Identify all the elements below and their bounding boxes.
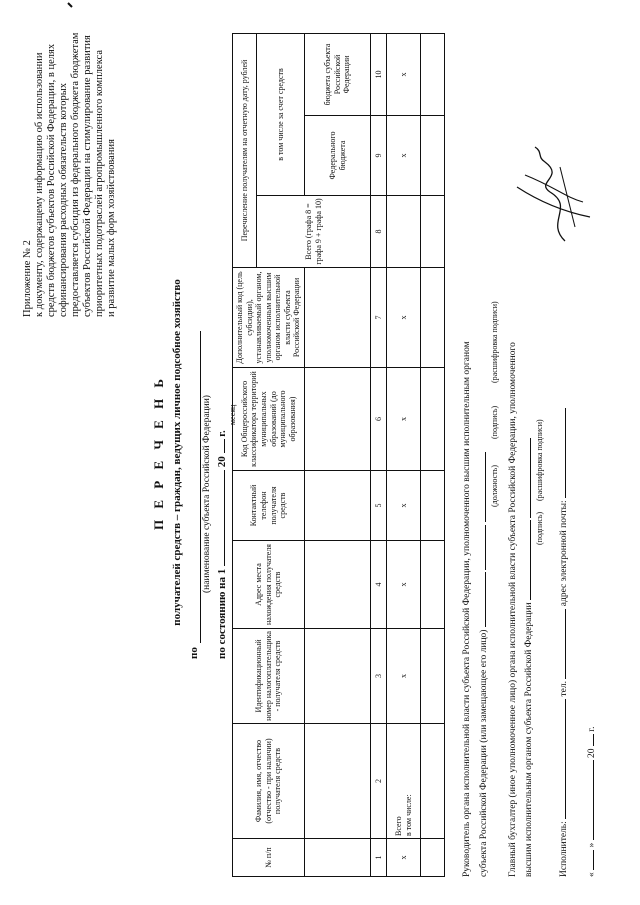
appendix-line: предоставляется субсидия из федерального бюджета бюджетам <box>70 32 82 317</box>
header-num-cont <box>305 839 371 877</box>
region-blank-line <box>200 331 201 643</box>
header-federal: Федерального бюджета <box>305 116 371 196</box>
as-of-year: 20 <box>216 456 228 468</box>
header-goal-code: Дополнительный код (цель субсидии), устанавливаемый органом, уполномоченным высшим органом исполнительной власти субъекта Российской Федерации <box>233 268 305 368</box>
appendix-line: приоритетных подотраслей агропромышленного комплекса <box>94 50 106 317</box>
date-year-suffix: г. <box>587 726 597 732</box>
table-cell <box>421 368 445 471</box>
as-of-label: по состоянию на 1 <box>216 568 228 659</box>
total-cell-inn: x <box>387 629 421 724</box>
executor-blank <box>556 699 566 819</box>
table-cell <box>421 268 445 368</box>
head-signature-line1: Руководитель органа исполнительной власти субъекта Российской Федерации, уполномоченного высшим исполнительным органом <box>462 341 472 877</box>
tel-blank <box>556 609 566 679</box>
email-blank <box>556 408 566 498</box>
col-number: 4 <box>371 541 387 629</box>
header-phone-cont <box>305 471 371 541</box>
header-name-cont <box>305 724 371 839</box>
position-hint: (должность) <box>490 465 499 507</box>
col-number: 2 <box>371 724 387 839</box>
handwritten-signature <box>505 142 600 247</box>
appendix-line: и развитие малых форм хозяйствования <box>106 139 118 317</box>
total-cell-total <box>387 196 421 268</box>
col-number: 1 <box>371 839 387 877</box>
col-number: 5 <box>371 471 387 541</box>
col-number: 9 <box>371 116 387 196</box>
table-cell <box>421 33 445 115</box>
executor-line <box>556 408 570 877</box>
total-row-mark: x <box>387 839 421 877</box>
table-cell <box>421 629 445 724</box>
appendix-line: к документу, содержащему информацию об использовании <box>34 52 46 317</box>
column-number-row <box>371 33 387 876</box>
total-cell-federal: x <box>387 116 421 196</box>
appendix-line: софинансирования расходных обязательств которых <box>58 82 70 317</box>
region-hint: (наименование субъекта Российской Федерации) <box>202 395 212 593</box>
col-number: 7 <box>371 268 387 368</box>
total-row-label <box>387 724 421 839</box>
header-num: № п/п <box>233 839 305 877</box>
position-blank <box>476 572 486 627</box>
region-prefix: по <box>188 647 200 659</box>
signature-blank <box>476 525 486 570</box>
acc-decoding-blank <box>521 438 531 518</box>
col-number: 10 <box>371 33 387 115</box>
decoding-blank <box>476 452 486 522</box>
month-blank <box>215 470 225 566</box>
head-caption: субъекта Российской Федерации (или замещающее его лицо) <box>479 629 489 877</box>
header-goal-cont <box>305 268 371 368</box>
header-transferred: Перечисление получателям на отчетную дату, рублей <box>233 33 257 267</box>
header-name: Фамилия, имя, отчество (отчество - при наличии) получателя средств <box>233 724 305 839</box>
date-line <box>584 727 598 877</box>
month-hint: месяц <box>228 404 237 425</box>
accountant-line1: Главный бухгалтер (иное уполномоченное лицо) органа исполнительной власти субъекта Российской Федерации, уполномоченного <box>508 342 518 877</box>
document-title: П Е Р Е Ч Е Н Ь <box>151 374 166 531</box>
as-of-date <box>215 430 229 659</box>
table-cell <box>421 724 445 839</box>
head-signature-line2 <box>476 452 490 877</box>
header-including: в том числе за счет средств <box>257 33 305 195</box>
col-number: 3 <box>371 629 387 724</box>
total-cell-phone: x <box>387 471 421 541</box>
month-blank-footer <box>584 760 594 840</box>
header-regional: бюджета субъекта Российской Федерации <box>305 33 371 115</box>
total-cell-address: x <box>387 541 421 629</box>
header-oktmo: Код Общероссийского классификатора территорий муниципальных образований (до муниципального образования) <box>233 368 305 471</box>
document-subtitle: получателей средств – граждан, ведущих личное подсобное хозяйство <box>171 279 183 626</box>
acc-decoding-hint: (расшифровка подписи) <box>535 419 544 501</box>
executor-label: Исполнитель: <box>559 821 569 877</box>
table-cell <box>421 541 445 629</box>
header-address: Адрес места нахождения получателя средств <box>233 541 305 629</box>
total-including-label: в том числе: <box>403 794 413 836</box>
year-blank <box>215 439 225 453</box>
col-number: 6 <box>371 368 387 471</box>
decoding-hint: (расшифровка подписи) <box>490 301 499 383</box>
table-cell <box>421 839 445 877</box>
appendix-line: субъектов Российской Федерации на стимулирование развития <box>82 35 94 317</box>
accountant-line2 <box>521 438 535 877</box>
appendix-line: Приложение № 2 <box>22 240 33 317</box>
acc-signature-blank <box>521 520 531 600</box>
header-oktmo-cont <box>305 368 371 471</box>
tel-label: тел. <box>559 680 569 697</box>
header-inn-cont <box>305 629 371 724</box>
day-blank <box>584 850 594 870</box>
as-of-year-suffix: г. <box>216 430 228 437</box>
signature-hint: (подпись) <box>490 405 499 439</box>
header-phone: Контактный телефон получателя средств <box>233 471 305 541</box>
date-year: 20 <box>587 748 597 758</box>
table-cell <box>421 471 445 541</box>
date-close-quote: » <box>587 842 597 848</box>
total-cell-regional: x <box>387 33 421 115</box>
acc-signature-hint: (подпись) <box>535 511 544 545</box>
total-cell-oktmo: x <box>387 368 421 471</box>
total-cell-goal: x <box>387 268 421 368</box>
empty-row <box>421 33 445 876</box>
total-row <box>387 33 421 876</box>
total-label: Всего <box>393 816 403 836</box>
appendix-header <box>22 33 119 317</box>
table-cell <box>421 196 445 268</box>
accountant-caption: высшим исполнительным органом субъекта Российской Федерации <box>524 602 534 877</box>
date-open-quote: « <box>587 872 597 877</box>
email-label: адрес электронной почты: <box>559 500 569 607</box>
year-blank-footer <box>584 734 594 746</box>
col-number: 8 <box>371 196 387 268</box>
header-inn: Идентификационный номер налогоплательщика - получателя средств <box>233 629 305 724</box>
header-address-cont <box>305 541 371 629</box>
header-total: Всего (графа 8 = графа 9 + графа 10) <box>257 196 371 268</box>
appendix-line: средств бюджетов субъектов Российской Федерации, в целях <box>46 43 58 317</box>
table-cell <box>421 116 445 196</box>
recipients-table <box>232 33 445 877</box>
